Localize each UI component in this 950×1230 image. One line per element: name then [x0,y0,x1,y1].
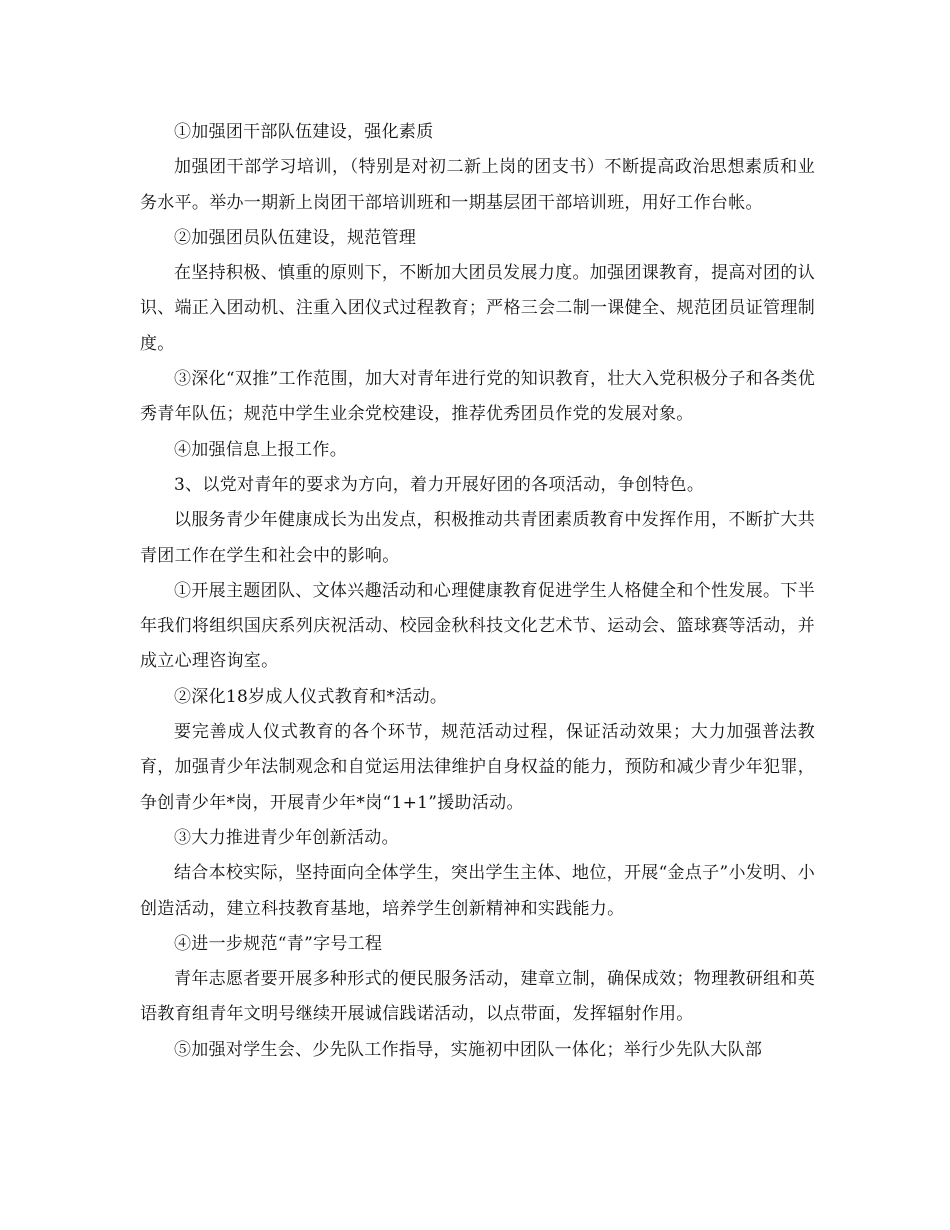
paragraph-2: 加强团干部学习培训，（特别是对初二新上岗的团支书）不断提高政治思想素质和业务水平。举办一期新上岗团干部培训班和一期基层团干部培训班，用好工作台帐。 [140,157,815,213]
document-page [140,115,815,1068]
paragraph-15: 青年志愿者要开展多种形式的便民服务活动，建章立制，确保成效；物理教研组和英语教育组青年文明号继续开展诚信践诺活动，以点带面，发挥辐射作用。 [140,969,815,1025]
paragraph-6: ④加强信息上报工作。 [174,439,347,460]
paragraph-7: 3、以党对青年的要求为方向，着力开展好团的各项活动，争创特色。 [174,474,705,495]
paragraph-13: 结合本校实际，坚持面向全体学生，突出学生主体、地位，开展“金点子”小发明、小创造活动，建立科技教育基地，培养学生创新精神和实践能力。 [140,863,815,919]
paragraph-9: ①开展主题团队、文体兴趣活动和心理健康教育促进学生人格健全和个性发展。下半年我们将组织国庆系列庆祝活动、校园金秋科技文化艺术节、运动会、篮球赛等活动，并成立心理咨询室。 [140,580,815,672]
paragraph-8: 以服务青少年健康成长为出发点，积极推动共青团素质教育中发挥作用，不断扩大共青团工作在学生和社会中的影响。 [140,510,815,566]
paragraph-10: ②深化18岁成人仪式教育和*活动。 [174,686,448,707]
paragraph-4: 在坚持积极、慎重的原则下，不断加大团员发展力度。加强团课教育，提高对团的认识、端正入团动机、注重入团仪式过程教育；严格三会二制一课健全、规范团员证管理制度。 [140,263,815,354]
paragraph-11: 要完善成人仪式教育的各个环节，规范活动过程，保证活动效果；大力加强普法教育，加强青少年法制观念和自觉运用法律维护自身权益的能力，预防和减少青少年犯罪，争创青少年*岗，开展青少年*岗“1+1”援助活动。 [140,722,815,813]
paragraph-3: ②加强团员队伍建设，规范管理 [174,227,417,248]
paragraph-5: ③深化“双推”工作范围，加大对青年进行党的知识教育，壮大入党积极分子和各类优秀青年队伍；规范中学生业余党校建设，推荐优秀团员作党的发展对象。 [140,369,815,425]
paragraph-1: ①加强团干部队伍建设，强化素质 [174,122,434,142]
paragraph-12: ③大力推进青少年创新活动。 [174,827,399,848]
paragraph-16: ⑤加强对学生会、少先队工作指导，实施初中团队一体化；举行少先队大队部 [174,1039,763,1060]
paragraph-14: ④进一步规范“青”字号工程 [174,933,383,954]
